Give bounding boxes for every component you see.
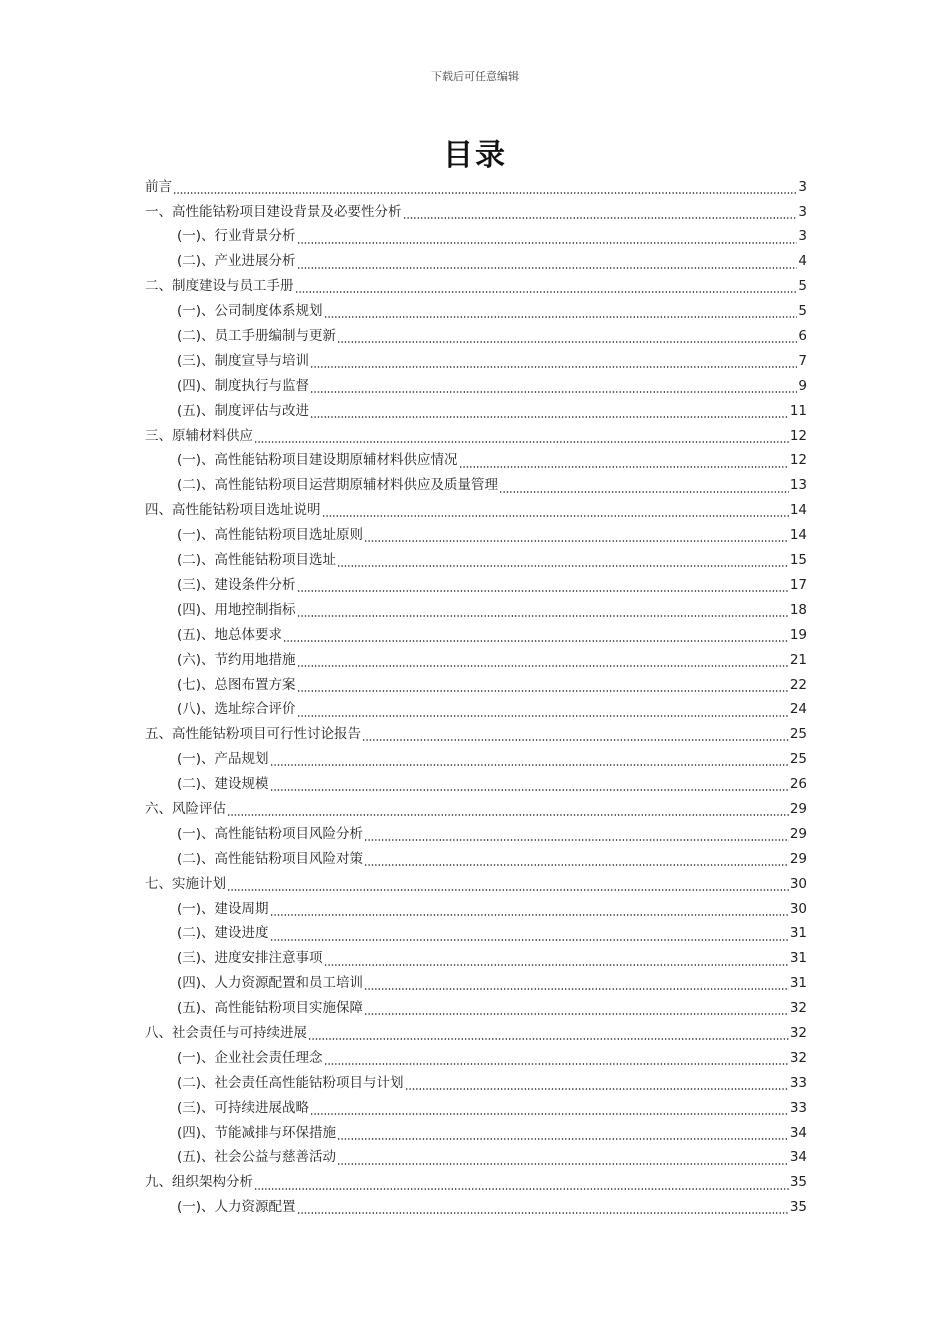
toc-entry-label: 五、高性能钴粉项目可行性讨论报告 xyxy=(145,726,361,743)
toc-entry-page-number: 19 xyxy=(789,626,807,643)
toc-entry-page-number: 17 xyxy=(789,576,807,593)
dot-leader xyxy=(364,540,789,542)
dot-leader xyxy=(459,466,789,468)
toc-entry[interactable] xyxy=(145,324,807,349)
dot-leader xyxy=(297,690,789,692)
toc-entry-page-number: 25 xyxy=(789,751,807,768)
dot-leader xyxy=(364,864,789,866)
toc-entry[interactable] xyxy=(145,673,807,698)
toc-entry-label: (三)、建设条件分析 xyxy=(177,576,296,593)
toc-entry-page-number: 3 xyxy=(798,203,807,220)
toc-entry-label: (三)、进度安排注意事项 xyxy=(177,950,323,967)
dot-leader xyxy=(227,814,789,816)
toc-entry[interactable] xyxy=(145,996,807,1021)
dot-leader xyxy=(337,1138,789,1140)
toc-entry[interactable] xyxy=(145,175,807,200)
dot-leader xyxy=(254,441,789,443)
toc-entry[interactable] xyxy=(145,1171,807,1196)
toc-entry-page-number: 35 xyxy=(789,1199,807,1216)
toc-entry[interactable] xyxy=(145,374,807,399)
toc-entry-page-number: 4 xyxy=(798,253,807,270)
toc-entry[interactable] xyxy=(145,275,807,300)
dot-leader xyxy=(362,739,789,741)
toc-entry[interactable] xyxy=(145,548,807,573)
toc-entry-label: (二)、员工手册编制与更新 xyxy=(177,328,337,345)
toc-entry-page-number: 30 xyxy=(789,875,807,892)
toc-entry-page-number: 32 xyxy=(789,1049,807,1066)
toc-entry-label: 一、高性能钴粉项目建设背景及必要性分析 xyxy=(145,203,402,220)
toc-entry-page-number: 31 xyxy=(789,925,807,942)
toc-entry-page-number: 13 xyxy=(789,477,807,494)
toc-entry-page-number: 15 xyxy=(789,552,807,569)
toc-entry[interactable] xyxy=(145,822,807,847)
toc-entry[interactable] xyxy=(145,947,807,972)
toc-entry[interactable] xyxy=(145,349,807,374)
toc-entry-label: (二)、建设规模 xyxy=(177,776,269,793)
dot-leader xyxy=(324,1063,789,1065)
toc-entry[interactable] xyxy=(145,1121,807,1146)
toc-entry-label: (二)、产业进展分析 xyxy=(177,253,296,270)
dot-leader xyxy=(324,964,789,966)
toc-entry-label: (五)、地总体要求 xyxy=(177,626,283,643)
dot-leader xyxy=(270,914,789,916)
toc-entry-label: (一)、高性能钴粉项目建设期原辅材料供应情况 xyxy=(177,452,458,469)
dot-leader xyxy=(254,1188,789,1190)
toc-entry[interactable] xyxy=(145,1071,807,1096)
toc-entry-page-number: 24 xyxy=(789,701,807,718)
toc-entry-label: (七)、总图布置方案 xyxy=(177,676,296,693)
toc-entry-label: (二)、高性能钴粉项目风险对策 xyxy=(177,850,364,867)
dot-leader xyxy=(283,640,789,642)
dot-leader xyxy=(310,416,789,418)
dot-leader xyxy=(270,789,789,791)
toc-entry-label: (二)、高性能钴粉项目选址 xyxy=(177,552,337,569)
toc-entry[interactable] xyxy=(145,623,807,648)
toc-entry[interactable] xyxy=(145,897,807,922)
toc-entry-label: (八)、选址综合评价 xyxy=(177,701,296,718)
dot-leader xyxy=(173,192,797,194)
toc-entry[interactable] xyxy=(145,499,807,524)
toc-entry[interactable] xyxy=(145,299,807,324)
toc-entry[interactable] xyxy=(145,523,807,548)
toc-entry-label: 八、社会责任与可持续进展 xyxy=(145,1024,307,1041)
dot-leader xyxy=(364,1013,789,1015)
toc-entry-label: (五)、制度评估与改进 xyxy=(177,402,310,419)
toc-entry-page-number: 29 xyxy=(789,850,807,867)
dot-leader xyxy=(337,1163,789,1165)
toc-entry-label: (一)、企业社会责任理念 xyxy=(177,1049,323,1066)
toc-entry-label: 七、实施计划 xyxy=(145,875,226,892)
toc-entry[interactable] xyxy=(145,747,807,772)
toc-entry-label: (四)、制度执行与监督 xyxy=(177,377,310,394)
toc-entry-page-number: 30 xyxy=(789,900,807,917)
dot-leader xyxy=(310,366,797,368)
toc-entry-page-number: 12 xyxy=(789,452,807,469)
toc-entry[interactable] xyxy=(145,573,807,598)
toc-entry-page-number: 5 xyxy=(798,303,807,320)
dot-leader xyxy=(227,889,789,891)
toc-entry-page-number: 31 xyxy=(789,950,807,967)
toc-entry-page-number: 32 xyxy=(789,1000,807,1017)
toc-entry-label: (一)、高性能钴粉项目选址原则 xyxy=(177,527,364,544)
toc-entry-page-number: 35 xyxy=(789,1174,807,1191)
toc-entry-label: (一)、公司制度体系规划 xyxy=(177,303,323,320)
toc-entry-page-number: 14 xyxy=(789,527,807,544)
toc-entry-label: (一)、高性能钴粉项目风险分析 xyxy=(177,825,364,842)
toc-entry[interactable] xyxy=(145,847,807,872)
toc-entry-page-number: 3 xyxy=(798,178,807,195)
toc-entry[interactable] xyxy=(145,1196,807,1221)
dot-leader xyxy=(324,316,798,318)
dot-leader xyxy=(297,242,798,244)
toc-entry[interactable] xyxy=(145,424,807,449)
toc-entry-label: (四)、节能减排与环保措施 xyxy=(177,1124,337,1141)
toc-entry-label: 四、高性能钴粉项目选址说明 xyxy=(145,502,321,519)
toc-entry-page-number: 26 xyxy=(789,776,807,793)
toc-entry-label: (二)、高性能钴粉项目运营期原辅材料供应及质量管理 xyxy=(177,477,499,494)
toc-entry-label: (四)、人力资源配置和员工培训 xyxy=(177,975,364,992)
dot-leader xyxy=(337,341,797,343)
toc-entry-label: (一)、产品规划 xyxy=(177,751,269,768)
toc-entry-label: (三)、可持续进展战略 xyxy=(177,1099,310,1116)
toc-entry[interactable] xyxy=(145,972,807,997)
dot-leader xyxy=(297,590,789,592)
toc-entry[interactable] xyxy=(145,723,807,748)
dot-leader xyxy=(297,715,789,717)
toc-entry[interactable] xyxy=(145,922,807,947)
toc-entry-page-number: 29 xyxy=(789,825,807,842)
dot-leader xyxy=(270,939,789,941)
dot-leader xyxy=(499,491,789,493)
dot-leader xyxy=(403,217,798,219)
dot-leader xyxy=(270,764,789,766)
toc-entry-page-number: 29 xyxy=(789,800,807,817)
toc-entry[interactable] xyxy=(145,648,807,673)
toc-entry-label: (二)、社会责任高性能钴粉项目与计划 xyxy=(177,1074,404,1091)
toc-entry[interactable] xyxy=(145,1146,807,1171)
toc-entry[interactable] xyxy=(145,200,807,225)
toc-entry-label: 六、风险评估 xyxy=(145,800,226,817)
toc-entry[interactable] xyxy=(145,399,807,424)
toc-entry[interactable] xyxy=(145,1046,807,1071)
toc-entry-label: (五)、高性能钴粉项目实施保障 xyxy=(177,1000,364,1017)
toc-entry-page-number: 5 xyxy=(798,278,807,295)
toc-entry[interactable] xyxy=(145,225,807,250)
toc-entry-label: (四)、用地控制指标 xyxy=(177,601,296,618)
toc-entry[interactable] xyxy=(145,797,807,822)
toc-entry-page-number: 9 xyxy=(798,377,807,394)
toc-entry-page-number: 7 xyxy=(798,352,807,369)
dot-leader xyxy=(322,515,789,517)
toc-entry-page-number: 34 xyxy=(789,1124,807,1141)
toc-entry-page-number: 12 xyxy=(789,427,807,444)
dot-leader xyxy=(297,1212,789,1214)
toc-entry[interactable] xyxy=(145,772,807,797)
toc-entry[interactable] xyxy=(145,250,807,275)
table-of-contents xyxy=(145,175,807,1220)
toc-entry-page-number: 6 xyxy=(798,328,807,345)
toc-entry-page-number: 21 xyxy=(789,651,807,668)
toc-entry-page-number: 11 xyxy=(789,402,807,419)
toc-entry[interactable] xyxy=(145,1096,807,1121)
toc-entry-label: 三、原辅材料供应 xyxy=(145,427,253,444)
toc-entry-label: (二)、建设进度 xyxy=(177,925,269,942)
dot-leader xyxy=(297,267,798,269)
toc-entry-page-number: 32 xyxy=(789,1024,807,1041)
toc-entry[interactable] xyxy=(145,698,807,723)
toc-entry-page-number: 22 xyxy=(789,676,807,693)
toc-entry-page-number: 14 xyxy=(789,502,807,519)
toc-entry-page-number: 34 xyxy=(789,1149,807,1166)
toc-entry-label: (一)、行业背景分析 xyxy=(177,228,296,245)
dot-leader xyxy=(337,565,789,567)
toc-entry[interactable] xyxy=(145,872,807,897)
dot-leader xyxy=(297,665,789,667)
dot-leader xyxy=(364,839,789,841)
toc-entry-page-number: 18 xyxy=(789,601,807,618)
dot-leader xyxy=(308,1038,789,1040)
header-note: 下载后可任意编辑 xyxy=(431,70,519,83)
dot-leader xyxy=(405,1088,789,1090)
toc-entry-label: 二、制度建设与员工手册 xyxy=(145,278,294,295)
toc-entry[interactable] xyxy=(145,474,807,499)
dot-leader xyxy=(297,615,789,617)
toc-entry-label: (三)、制度宣导与培训 xyxy=(177,352,310,369)
toc-entry[interactable] xyxy=(145,598,807,623)
toc-entry-label: (六)、节约用地措施 xyxy=(177,651,296,668)
toc-entry[interactable] xyxy=(145,1021,807,1046)
dot-leader xyxy=(310,391,797,393)
toc-entry-label: (一)、人力资源配置 xyxy=(177,1199,296,1216)
dot-leader xyxy=(310,1113,789,1115)
toc-entry-label: 九、组织架构分析 xyxy=(145,1174,253,1191)
dot-leader xyxy=(364,988,789,990)
toc-entry-page-number: 33 xyxy=(789,1074,807,1091)
toc-entry-label: 前言 xyxy=(145,178,172,195)
toc-entry-label: (五)、社会公益与慈善活动 xyxy=(177,1149,337,1166)
toc-entry-page-number: 31 xyxy=(789,975,807,992)
toc-entry-page-number: 3 xyxy=(798,228,807,245)
page-title: 目录 xyxy=(443,138,507,173)
dot-leader xyxy=(295,291,798,293)
toc-entry[interactable] xyxy=(145,449,807,474)
toc-entry-page-number: 25 xyxy=(789,726,807,743)
toc-entry-page-number: 33 xyxy=(789,1099,807,1116)
toc-entry-label: (一)、建设周期 xyxy=(177,900,269,917)
